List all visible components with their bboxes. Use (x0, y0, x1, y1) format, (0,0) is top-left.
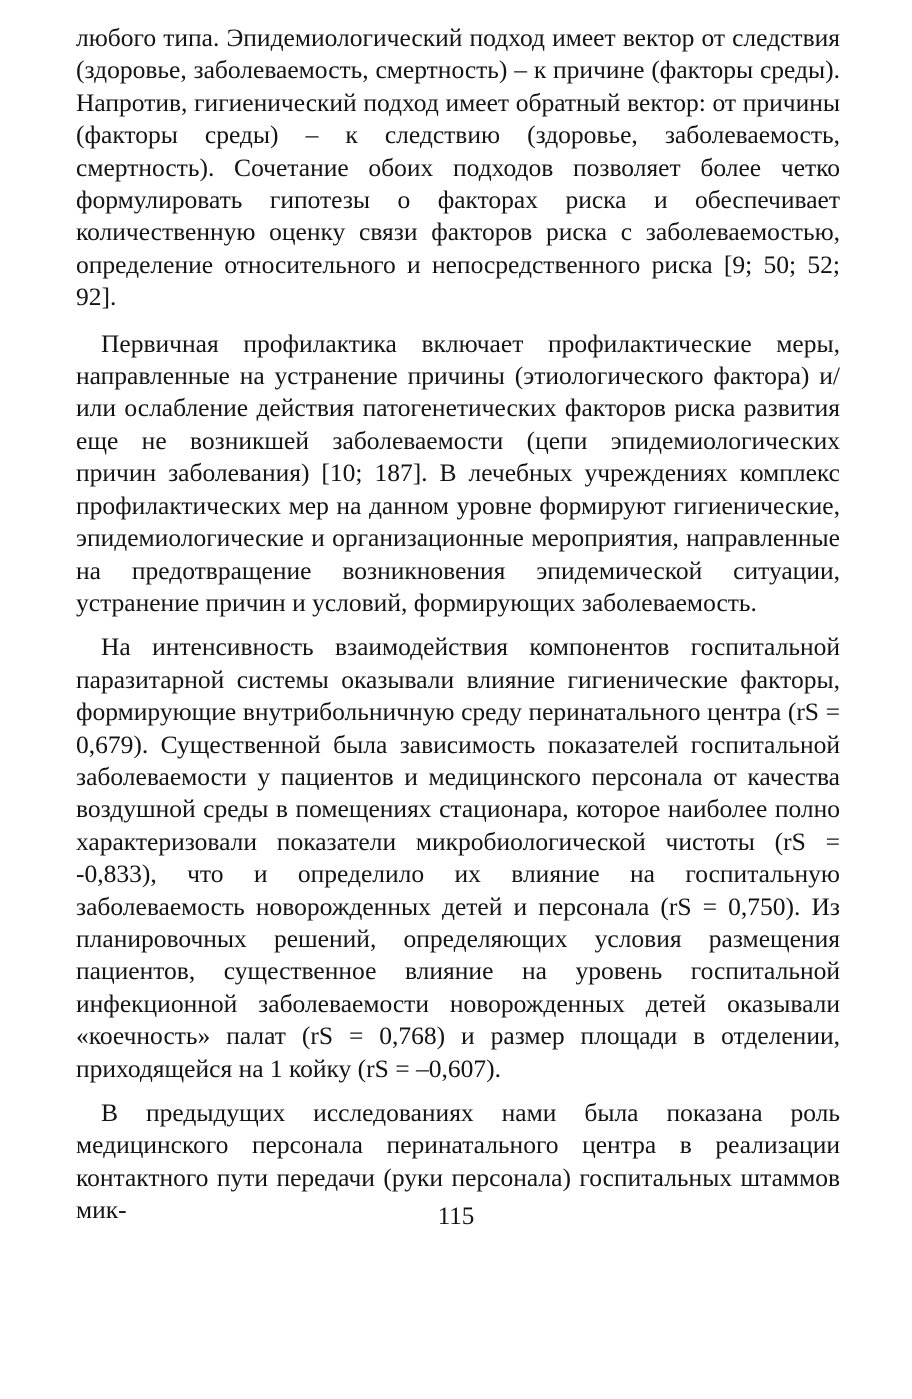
paragraph-3: На интенсивность взаимодействия компонентов госпитальной паразитарной системы оказывали влияние гигиенические факторы, формирующие внутрибольничную среду перинатального центра (rS = 0,679). Существенной была зависимость показателей госпитальной заболеваемости у пациентов и медицинского персонала от качества воздушной среды в помещениях стационара, которое наиболее полно характеризовали показатели микробиологической чистоты (rS = -0,833), что и определило их влияние на госпитальную заболеваемость новорожденных детей и персонала (rS = 0,750). Из планировочных решений, определяющих условия размещения пациентов, существенное влияние на уровень госпитальной инфекционной заболеваемости новорожденных детей оказывали «коечность» палат (rS = 0,768) и размер площади в отделении, приходящейся на 1 койку (rS = –0,607). (76, 632, 840, 1083)
paragraph-4: В предыдущих исследованиях нами была показана роль медицинского персонала перинатального центра в реализации контактного пути передачи (руки персонала) госпитальных штаммов мик- (76, 1098, 840, 1225)
paragraph-1: любого типа. Эпидемиологический подход имеет вектор от следствия (здоровье, заболеваемость, смертность) – к причине (факторы среды). Напротив, гигиенический подход имеет обратный вектор: от причины (факторы среды) – к следствию (здоровье, заболеваемость, смертность). Сочетание обоих подходов позволяет более четко формулировать гипотезы о факторах риска и обеспечивает количественную оценку связи факторов риска с заболеваемостью, определение относительного и непосредственного риска [9; 50; 52; 92]. (76, 23, 840, 312)
page-number: 115 (437, 1203, 475, 1230)
page-body (76, 22, 840, 1239)
paragraph-2: Первичная профилактика включает профилактические меры, направленные на устранение причины (этиологического фактора) и/или ослабление действия патогенетических факторов риска развития еще не возникшей заболеваемости (цепи эпидемиологических причин заболевания) [10; 187]. В лечебных учреждениях комплекс профилактических мер на данном уровне формируют гигиенические, эпидемиологические и организационные мероприятия, направленные на предотвращение возникновения эпидемической ситуации, устранение причин и условий, формирующих заболеваемость. (76, 328, 840, 617)
